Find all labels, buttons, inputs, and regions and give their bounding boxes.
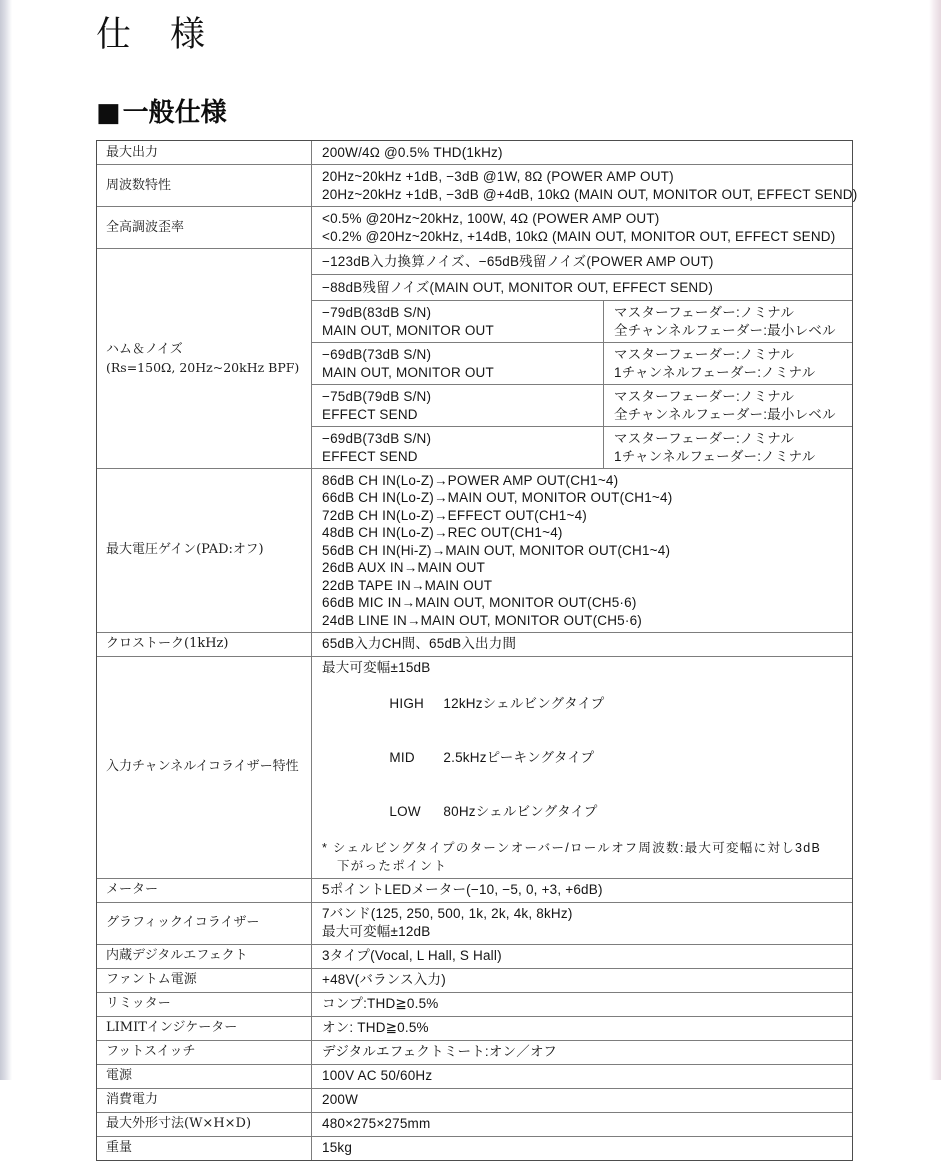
hum-noise-label-line1: ハム＆ノイズ: [106, 341, 183, 357]
spec-value-line: −123dB入力換算ノイズ、−65dB残留ノイズ(POWER AMP OUT): [322, 253, 714, 269]
hum-noise-subrow: [312, 274, 852, 300]
spec-value: [312, 903, 852, 944]
page-title: 仕 様: [96, 15, 208, 55]
hum-noise-condition: [604, 343, 852, 384]
spec-value-line: 最大可変幅±12dB: [322, 924, 431, 939]
spec-value-line: −75dB(79dB S/N): [322, 388, 432, 404]
spec-value-line: −88dB残留ノイズ(MAIN OUT, MONITOR OUT, EFFECT SEND): [322, 279, 714, 295]
spec-row-dimensions: [97, 1112, 852, 1136]
spec-value-line: EFFECT SEND: [322, 406, 418, 422]
spec-label: 周波数特性: [97, 165, 312, 206]
spec-row-power-consumption: [97, 1088, 852, 1112]
eq-band-desc: 12kHzシェルビングタイプ: [443, 696, 605, 711]
spec-label: LIMITインジケーター: [97, 1017, 312, 1040]
spec-value-line: 480×275×275mm: [322, 1116, 431, 1131]
spec-value: [312, 1065, 852, 1088]
spec-value: [312, 469, 852, 632]
eq-band-name: LOW: [389, 804, 421, 819]
hum-noise-condition: [604, 385, 852, 426]
hum-noise-measurement: [312, 385, 604, 426]
eq-note-line: 下がったポイント: [337, 859, 448, 873]
photo-edge-right: [929, 0, 941, 1080]
hum-noise-subrow: [312, 342, 852, 384]
spec-row-limiter: [97, 992, 852, 1016]
spec-value-line: −69dB(73dB S/N): [322, 346, 432, 362]
spec-value-line: 最大可変幅±15dB: [322, 660, 431, 675]
spec-label: [97, 249, 312, 468]
eq-band-line: [322, 677, 848, 731]
hum-noise-measurement: [312, 427, 604, 468]
eq-band-desc: 80Hzシェルビングタイプ: [443, 804, 598, 819]
spec-value-line: 1チャンネルフェーダー:ノミナル: [614, 364, 816, 380]
page-content: [96, 14, 858, 1161]
spec-value: [312, 969, 852, 992]
spec-value: [312, 1089, 852, 1112]
spec-value-line: 全チャンネルフェーダー:最小レベル: [614, 322, 836, 338]
spec-row-foot-switch: [97, 1040, 852, 1064]
spec-label: 最大外形寸法(W×H×D): [97, 1113, 312, 1136]
hum-noise-condition: [604, 301, 852, 342]
spec-value-line: MAIN OUT, MONITOR OUT: [322, 322, 494, 338]
hum-noise-subrow: [312, 249, 852, 274]
spec-label: リミッター: [97, 993, 312, 1016]
spec-value-line: −69dB(73dB S/N): [322, 430, 432, 446]
spec-row-weight: [97, 1136, 852, 1160]
spec-value-line: マスターフェーダー:ノミナル: [614, 388, 795, 404]
spec-value: [312, 945, 852, 968]
spec-label: グラフィックイコライザー: [97, 903, 312, 944]
spec-value: [312, 141, 852, 164]
photo-edge-left: [0, 0, 12, 1080]
hum-noise-label-line2: (Rs=150Ω, 20Hz~20kHz BPF): [106, 359, 300, 375]
spec-value-line: マスターフェーダー:ノミナル: [614, 346, 795, 362]
spec-row-limit-indicator: [97, 1016, 852, 1040]
spec-row-phantom-power: [97, 968, 852, 992]
black-square-icon: ■: [96, 98, 121, 128]
spec-value-line: +48V(バランス入力): [322, 972, 446, 987]
spec-value: [312, 207, 852, 248]
spec-row-power-supply: [97, 1064, 852, 1088]
spec-value-line: 65dB入力CH間、65dB入出力間: [322, 636, 517, 651]
hum-noise-subtable: [312, 249, 852, 468]
spec-value-line: 66dB MIC IN→MAIN OUT, MONITOR OUT(CH5·6): [322, 595, 637, 610]
eq-band-name: MID: [389, 750, 415, 765]
spec-label: 全高調波歪率: [97, 207, 312, 248]
spec-value-line: 22dB TAPE IN→MAIN OUT: [322, 577, 493, 593]
spec-value-line: 24dB LINE IN→MAIN OUT, MONITOR OUT(CH5·6): [322, 612, 642, 628]
spec-row-crosstalk: [97, 632, 852, 656]
spec-value-line: 86dB CH IN(Lo-Z)→POWER AMP OUT(CH1~4): [322, 472, 619, 488]
spec-value-line: 5ポイントLEDメーター(−10, −5, 0, +3, +6dB): [322, 882, 603, 897]
spec-value-line: マスターフェーダー:ノミナル: [614, 304, 795, 320]
spec-value-line: 56dB CH IN(Hi-Z)→MAIN OUT, MONITOR OUT(CH1~4): [322, 542, 671, 558]
spec-value-line: <0.5% @20Hz~20kHz, 100W, 4Ω (POWER AMP OUT): [322, 210, 660, 226]
spec-value-line: EFFECT SEND: [322, 448, 418, 464]
spec-value-line: 3タイプ(Vocal, L Hall, S Hall): [322, 948, 502, 963]
spec-value: [312, 1017, 852, 1040]
spec-row-max-voltage-gain: [97, 468, 852, 632]
spec-value: [312, 633, 852, 656]
hum-noise-subrow: [312, 384, 852, 426]
spec-value-line: 66dB CH IN(Lo-Z)→MAIN OUT, MONITOR OUT(CH1~4): [322, 490, 673, 505]
spec-value-line: コンプ:THD≧0.5%: [322, 996, 439, 1011]
spec-value-line: 20Hz~20kHz +1dB, −3dB @1W, 8Ω (POWER AMP OUT): [322, 168, 674, 184]
spec-value: [312, 165, 858, 206]
spec-table: [96, 140, 858, 1161]
spec-value-line: MAIN OUT, MONITOR OUT: [322, 364, 494, 380]
spec-row-digital-effect: [97, 944, 852, 968]
spec-value: [312, 879, 852, 902]
spec-label: 内蔵デジタルエフェクト: [97, 945, 312, 968]
eq-band-desc: 2.5kHzピーキングタイプ: [443, 750, 595, 765]
hum-noise-subrow: [312, 300, 852, 342]
spec-row-input-eq: [97, 656, 852, 878]
spec-value: [312, 993, 852, 1016]
spec-value-line: 72dB CH IN(Lo-Z)→EFFECT OUT(CH1~4): [322, 507, 587, 523]
spec-value-line: 100V AC 50/60Hz: [322, 1068, 433, 1083]
spec-value: [312, 1137, 852, 1160]
eq-band-line: [322, 731, 848, 785]
spec-value-line: デジタルエフェクトミート:オン／オフ: [322, 1044, 557, 1059]
eq-note-line: * シェルビングタイプのターンオーバー/ロールオフ周波数:最大可変幅に対し3dB: [322, 841, 822, 855]
spec-row-max-output: [97, 141, 852, 164]
spec-label: ファントム電源: [97, 969, 312, 992]
eq-band-line: [322, 785, 848, 839]
hum-noise-condition: [604, 427, 852, 468]
spec-value-line: 1チャンネルフェーダー:ノミナル: [614, 448, 816, 464]
spec-label: 電源: [97, 1065, 312, 1088]
spec-row-meter: [97, 878, 852, 902]
spec-label: 重量: [97, 1137, 312, 1160]
eq-band-name: HIGH: [389, 696, 424, 711]
hum-noise-subrow: [312, 426, 852, 468]
spec-value-line: 7バンド(125, 250, 500, 1k, 2k, 4k, 8kHz): [322, 906, 573, 921]
spec-value-line: 26dB AUX IN→MAIN OUT: [322, 560, 486, 575]
spec-value-line: −79dB(83dB S/N): [322, 304, 432, 320]
section-title: 一般仕様: [122, 98, 227, 128]
spec-value: [312, 657, 852, 878]
spec-row-hum-noise: [97, 248, 852, 468]
spec-value-line: 15kg: [322, 1140, 353, 1155]
spec-value-line: 48dB CH IN(Lo-Z)→REC OUT(CH1~4): [322, 525, 563, 540]
hum-noise-measurement: [312, 301, 604, 342]
spec-label: 消費電力: [97, 1089, 312, 1112]
spec-value-line: <0.2% @20Hz~20kHz, +14dB, 10kΩ (MAIN OUT, MONITOR OUT, EFFECT SEND): [322, 228, 836, 244]
spec-row-graphic-eq: [97, 902, 852, 944]
hum-noise-measurement: [312, 343, 604, 384]
spec-label: フットスイッチ: [97, 1041, 312, 1064]
spec-label: クロストーク(1kHz): [97, 633, 312, 656]
spec-label: 入力チャンネルイコライザー特性: [97, 657, 312, 878]
spec-label: 最大電圧ゲイン(PAD:オフ): [97, 469, 312, 632]
spec-value-line: 20Hz~20kHz +1dB, −3dB @+4dB, 10kΩ (MAIN OUT, MONITOR OUT, EFFECT SEND): [322, 186, 858, 202]
spec-label: 最大出力: [97, 141, 312, 164]
spec-value: [312, 1041, 852, 1064]
spec-value-line: 200W/4Ω @0.5% THD(1kHz): [322, 144, 503, 160]
spec-value: [312, 1113, 852, 1136]
spec-row-thd: [97, 206, 852, 248]
spec-label: メーター: [97, 879, 312, 902]
spec-value-line: オン: THD≧0.5%: [322, 1020, 429, 1035]
spec-row-frequency-response: [97, 164, 858, 206]
section-header: [96, 98, 853, 128]
spec-value-line: 全チャンネルフェーダー:最小レベル: [614, 406, 836, 422]
spec-value-line: 200W: [322, 1092, 359, 1107]
spec-value-line: マスターフェーダー:ノミナル: [614, 430, 795, 446]
